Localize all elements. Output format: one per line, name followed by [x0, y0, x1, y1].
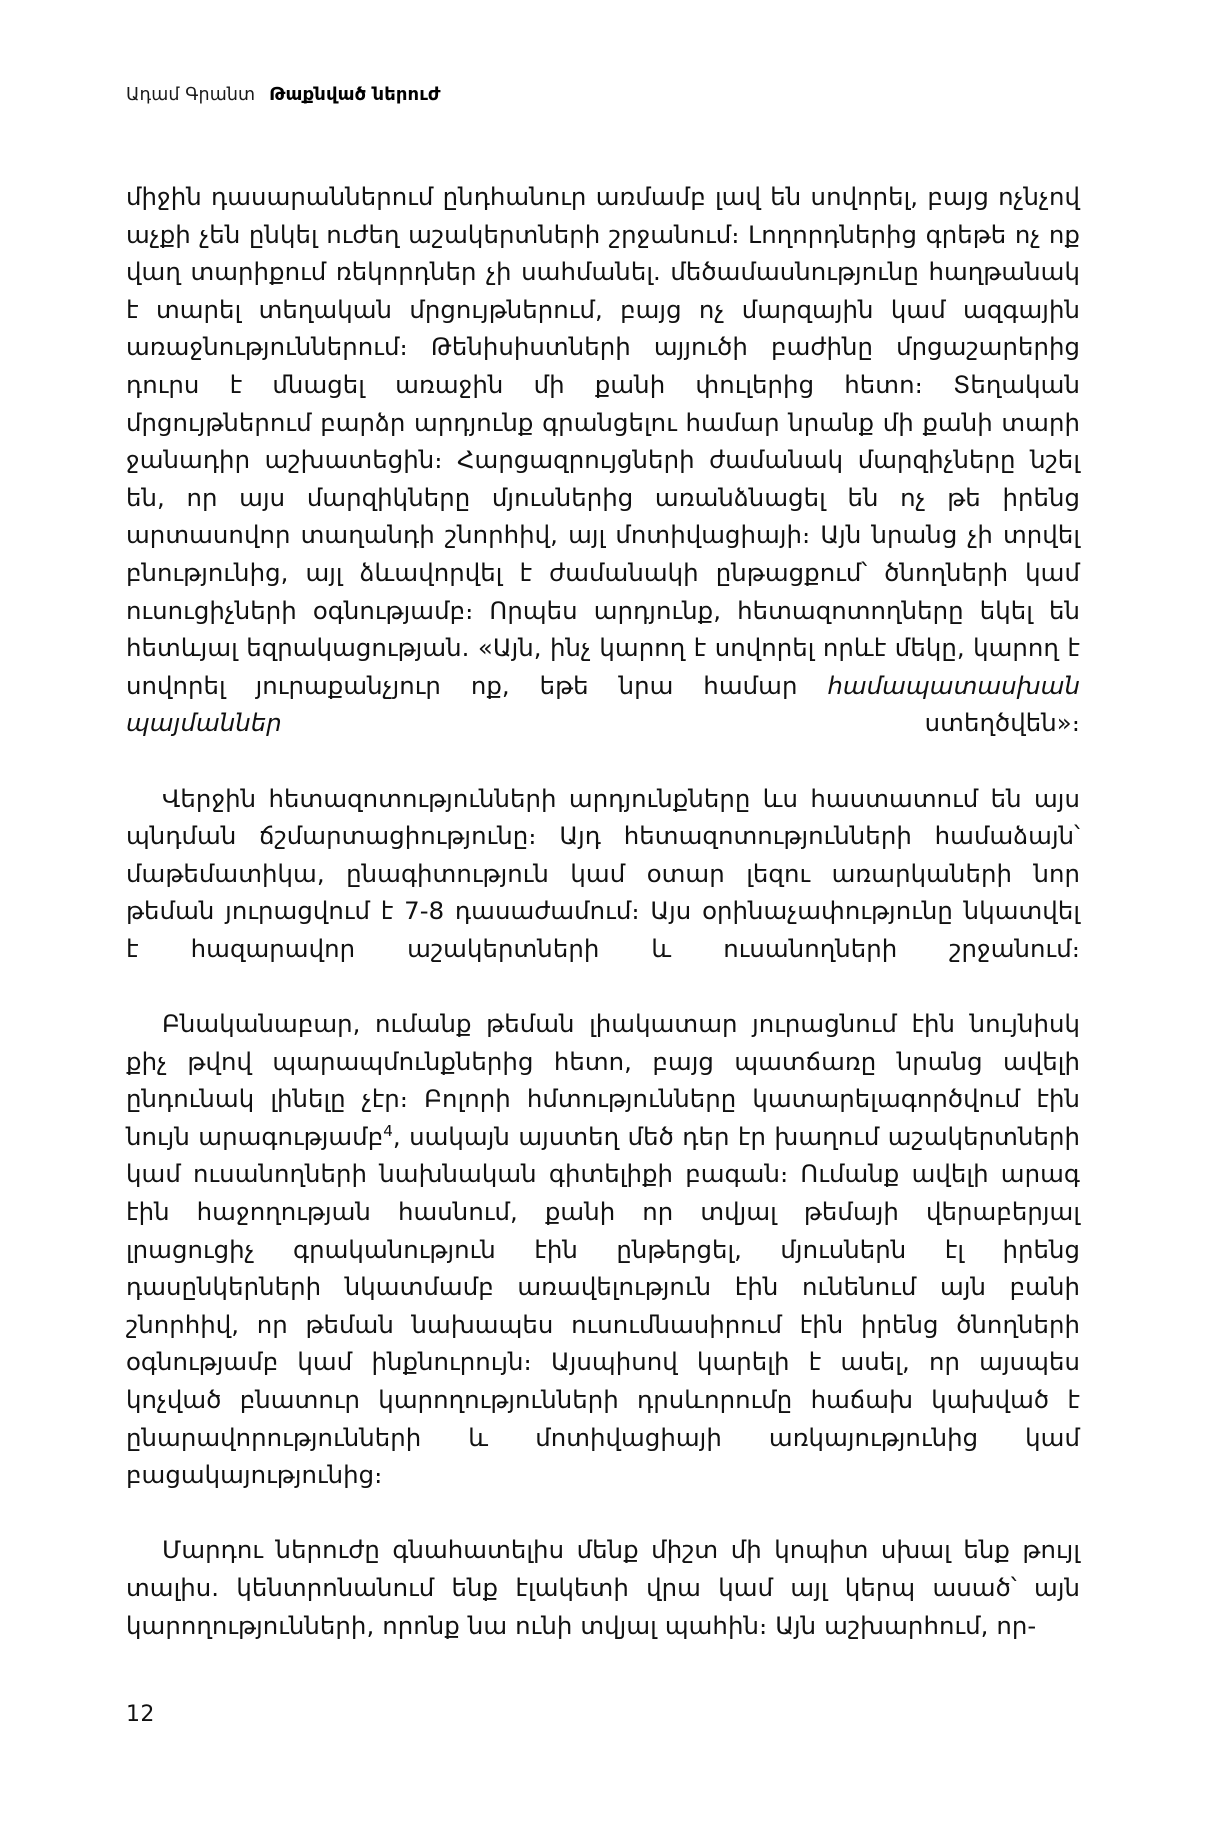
paragraph [126, 780, 1080, 1006]
footnote-marker: 4 [383, 1121, 393, 1140]
body-text-column [126, 178, 1080, 1644]
emphasis-italic: համապատասխան պայմաններ [126, 670, 1080, 738]
text-run: ստեղծվեն»։ [281, 708, 1080, 738]
header-author: Ադամ Գրանտ [126, 85, 256, 105]
header-book-title: Թաքնված ներուժ [269, 84, 441, 105]
text-run: , սակայն այստեղ մեծ դեր էր խաղում աշակերտների կամ ուսանողների նախնական գիտելիքի բագան։ Ումանք ավելի արագ էին հաջողության հասնում, քանի որ տվյալ թեմայի վերաբերյալ լրացուցիչ գրականություն էին ընթերցել, մյուսներն էլ իրենց դասընկերների նկատմամբ առավելություն էին ունենում այն բանի շնորհիվ, որ թեման նախապես ուսումնասիրում էին իրենց ծնողների օգնությամբ կամ ինքնուրույն։ Այսպիսով կարելի է ասել, որ այսպես կոչված բնատուր կարողությունների դրսևորումը հաճախ կախված է ընարավորությունների և մոտիվացիայի առկայությունից կամ բացակայությունից։ [126, 1121, 1080, 1490]
paragraph [126, 178, 1080, 780]
text-run: Վերջին հետազոտությունների արդյունքները ևս հաստատում են այս պնդման ճշմարտացիությունը։ Այդ հետազոտությունների համաձայն՝ մաթեմատիկա, ընագիտություն կամ օտար լեզու առարկաների նոր թեման յուրացվում է 7-8 դասաժամում։ Այս օրինաչափությունը նկատվել է հազարավոր աշակերտների և ուսանողների շրջանում։ [126, 783, 1080, 963]
text-run: միջին դասարաններում ընդհանուր առմամբ լավ են սովորել, բայց ոչնչով աչքի չեն ընկել ուժեղ աշակերտների շրջանում։ Լողորդներից գրեթե ոչ ոք վաղ տարիքում ռեկորդներ չի սահմանել. մեծամասնությունը հաղթանակ է տարել տեղական մրցույթներում, բայց ոչ մարզային կամ ազգային առաջնություններում։ Թենիսիստների այյուծի բաժինը մրցաշարերից դուրս է մնացել առաջին մի քանի փուլերից հետո։ Տեղական մրցույթներում բարձր արդյունք գրանցելու համար նրանք մի քանի տարի ջանադիր աշխատեցին։ Հարցազրույցների ժամանակ մարզիչները նշել են, որ այս մարզիկները մյուսներից առանձնացել են ոչ թե իրենց արտասովոր տաղանդի շնորհիվ, այլ մոտիվացիայի։ Այն նրանց չի տրվել բնությունից, այլ ձևավորվել է ժամանակի ընթացքում՝ ծնողների կամ ուսուցիչների օգնությամբ։ Որպես արդյունք, հետազոտողները եկել են հետևյալ եզրակացության. «Այն, ինչ կարող է սովորել որևէ մեկը, կարող է սովորել յուրաքանչյուր ոք, եթե նրա համար [126, 182, 1080, 700]
running-header [126, 84, 1080, 110]
text-run: Բնականաբար, ումանք թեման լիակատար յուրացնում էին նույնիսկ քիչ թվով պարապմունքներից հետո, բայց պատճառը նրանց ավելի ընդունակ լինելը չէր։ Բոլորի հմտությունները կատարելագործվում էին նույն արագությամբ [126, 1009, 1080, 1151]
text-run: Մարդու ներուժը գնահատելիս մենք միշտ մի կոպիտ սխալ ենք թույլ տալիս. կենտրոնանում ենք էլակետի վրա կամ այլ կերպ ասած՝ այն կարողությունների, որոնք նա ունի տվյալ պահին։ Այն աշխարհում, որ- [126, 1535, 1080, 1640]
page-number: 12 [126, 1702, 155, 1727]
paragraph [126, 1005, 1080, 1531]
paragraph [126, 1531, 1080, 1644]
